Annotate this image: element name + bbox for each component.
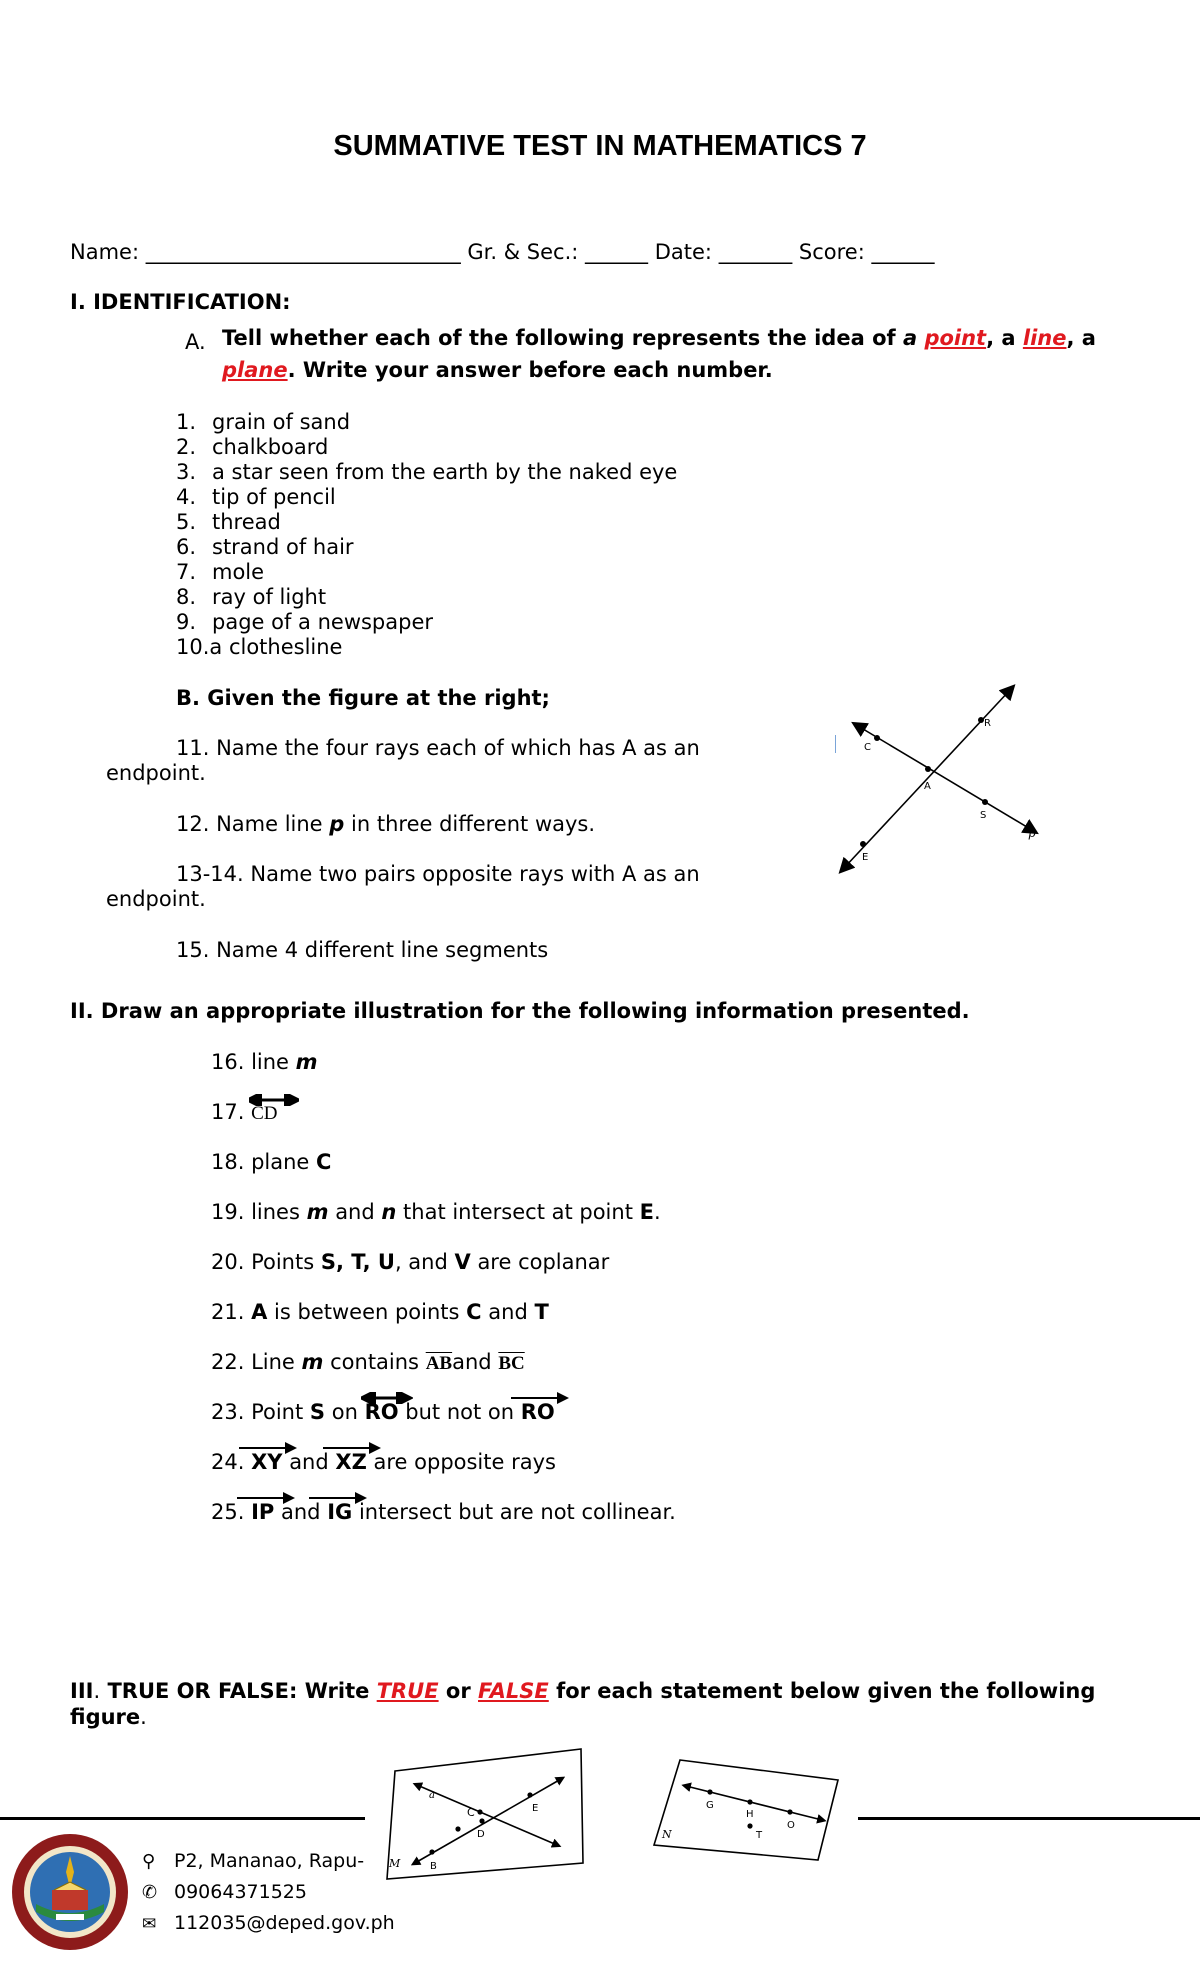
score-blank[interactable]: ______ [871, 240, 935, 264]
q13-line2: endpoint. [106, 887, 206, 911]
right-arrow-icon [235, 1492, 297, 1504]
svg-text:T: T [756, 1830, 763, 1841]
plane-word: plane [222, 358, 288, 382]
svg-text:N: N [662, 1828, 672, 1841]
label-s: S [980, 810, 987, 821]
point-c [874, 735, 880, 741]
footer-email-row [142, 1912, 395, 1934]
date-label: Date: [654, 240, 712, 264]
point-a [925, 766, 931, 772]
grade-section-blank[interactable]: ______ [585, 240, 649, 264]
point-s [982, 799, 988, 805]
ray-ig-symbol: IG [327, 1500, 352, 1525]
svg-text:D: D [477, 1829, 485, 1840]
svg-text:E: E [532, 1803, 539, 1814]
part1-a-letter: A. [185, 330, 206, 354]
q22: 22. Line m contains $\overline{AB}and$ $\overline{BC}$ [211, 1350, 525, 1374]
double-arrow-icon [361, 1392, 413, 1404]
list-item: 4. tip of pencil [176, 485, 336, 509]
q23: 23. Point S on RO but not on RO [211, 1400, 555, 1425]
svg-text:O: O [787, 1820, 795, 1831]
q11-line2: endpoint. [106, 761, 206, 785]
false-word: FALSE [478, 1679, 549, 1703]
text-cursor [835, 735, 836, 753]
svg-text:G: G [706, 1800, 714, 1811]
list-item: 1. grain of sand [176, 410, 351, 434]
footer-address: P2, Mananao, Rapu- [174, 1850, 365, 1872]
name-blank[interactable]: ______________________________ [145, 240, 461, 264]
ray-ip-symbol: IP [251, 1500, 274, 1525]
label-e: E [862, 852, 869, 863]
name-label: Name: [70, 240, 140, 264]
svg-text:H: H [746, 1809, 754, 1820]
list-item: 3. a star seen from the earth by the naked eye [176, 460, 678, 484]
q24: 24. XY and XZ are opposite rays [211, 1450, 556, 1475]
q15: 15. Name 4 different line segments [176, 938, 549, 962]
phone-icon: ✆ [142, 1882, 158, 1903]
list-item: 9. page of a newspaper [176, 610, 434, 634]
line-be [415, 1779, 561, 1863]
list-item: 5. thread [176, 510, 281, 534]
ray-ro-symbol: RO [521, 1400, 555, 1425]
label-a: A [924, 781, 931, 792]
q17: 17. CD [211, 1100, 278, 1126]
line-ce-diagonal [844, 690, 1010, 868]
right-arrow-icon [237, 1442, 299, 1454]
footer-phone: 09064371525 [174, 1881, 307, 1903]
true-word: TRUE [376, 1679, 439, 1703]
q19: 19. lines m and n that intersect at point E. [211, 1200, 661, 1224]
right-arrow-icon [509, 1392, 571, 1404]
svg-text:C: C [467, 1806, 475, 1819]
q20: 20. Points S, T, U, and V are coplanar [211, 1250, 610, 1274]
list-item: 10.a clothesline [176, 635, 343, 659]
svg-text:B: B [430, 1861, 437, 1872]
footer-rule-left [0, 1817, 365, 1820]
q13-line1: 13-14. Name two pairs opposite rays with A as an [176, 862, 700, 886]
date-blank[interactable]: _______ [718, 240, 793, 264]
double-arrow-icon [249, 1094, 299, 1106]
part3-heading: III. TRUE OR FALSE: Write TRUE or FALSE for each statement below given the following figure. [70, 1679, 1096, 1729]
segment-ab: $\overline{AB}$ [425, 1353, 453, 1374]
ray-xy-symbol: XY [251, 1450, 282, 1475]
grade-section-label: Gr. & Sec.: [467, 240, 579, 264]
line-cd-symbol: CD [251, 1100, 277, 1126]
line-ro-symbol: RO [365, 1400, 399, 1425]
part1-heading: I. IDENTIFICATION: [70, 290, 291, 314]
score-label: Score: [798, 240, 865, 264]
q11-line1: 11. Name the four rays each of which has A as an [176, 736, 700, 760]
footer-email[interactable]: 112035@deped.gov.ph [174, 1912, 395, 1934]
plane-m-figure [375, 1745, 590, 1885]
list-item: 7. mole [176, 560, 265, 584]
point-e [860, 841, 866, 847]
footer-address-row [142, 1850, 364, 1872]
list-item: 8. ray of light [176, 585, 327, 609]
right-arrow-icon [321, 1442, 383, 1454]
list-item: 6. strand of hair [176, 535, 354, 559]
line-word: line [1022, 326, 1067, 350]
segment-bc: $\overline{BC}$ [498, 1353, 525, 1374]
q18: 18. plane C [211, 1150, 332, 1174]
ray-xz-symbol: XZ [335, 1450, 366, 1475]
line-p [858, 726, 1032, 830]
point-word: point [924, 326, 987, 350]
label-r: R [984, 718, 991, 729]
right-arrow-icon [307, 1492, 369, 1504]
student-info-line [70, 240, 934, 265]
list-item: 2. chalkboard [176, 435, 329, 459]
svg-text:a: a [429, 1790, 435, 1801]
intersecting-lines-figure [820, 680, 1050, 880]
footer-phone-row [142, 1881, 307, 1903]
q12: 12. Name line p in three different ways. [176, 812, 596, 836]
school-seal-logo [10, 1832, 130, 1952]
identification-list [176, 410, 677, 660]
footer-rule-right [858, 1817, 1200, 1820]
label-c: C [864, 742, 871, 753]
location-pin-icon: ⚲ [142, 1851, 156, 1872]
part2-heading: II. Draw an appropriate illustration for the following information presented. [70, 999, 970, 1023]
label-p: p [1028, 826, 1036, 840]
svg-text:M: M [389, 1857, 401, 1870]
part1-b-heading: B. Given the figure at the right; [176, 686, 550, 710]
q25: 25. IP and IG intersect but are not collinear. [211, 1500, 676, 1525]
part1-a-instruction: Tell whether each of the following represents the idea of a point, a line, a plane. Write your answer before each number. [222, 326, 1096, 382]
page-title: SUMMATIVE TEST IN MATHEMATICS 7 [333, 130, 867, 162]
q21: 21. A is between points C and T [211, 1300, 549, 1324]
mail-icon: ✉ [142, 1914, 157, 1934]
plane-n-figure [650, 1750, 850, 1865]
q16: 16. line m [211, 1050, 318, 1074]
